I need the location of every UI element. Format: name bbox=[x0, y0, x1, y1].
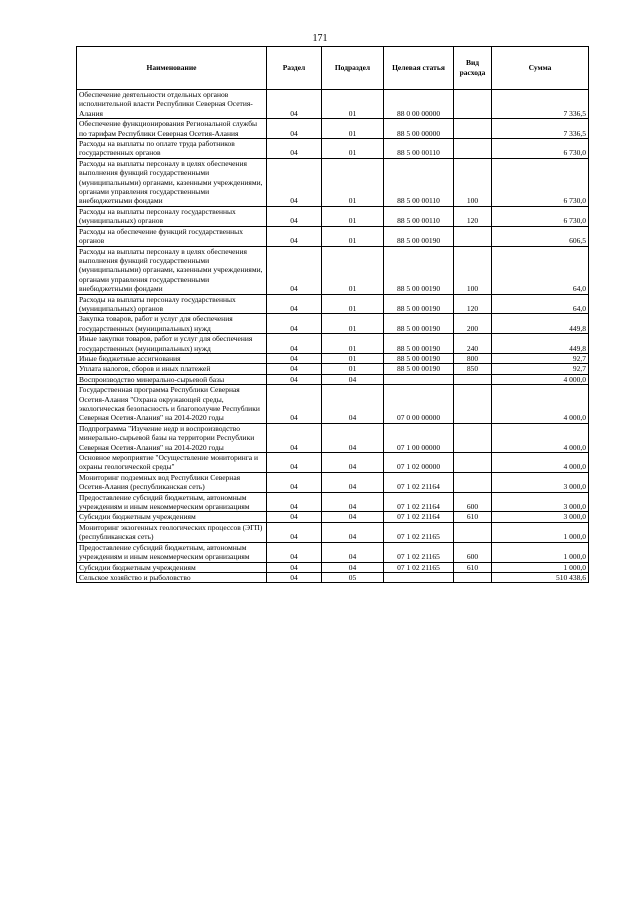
row-target: 88 5 00 00190 bbox=[384, 334, 454, 354]
row-subsection: 01 bbox=[322, 158, 384, 206]
row-section: 04 bbox=[267, 246, 322, 294]
table-row bbox=[77, 294, 589, 314]
row-section: 04 bbox=[267, 314, 322, 334]
row-section: 04 bbox=[267, 423, 322, 452]
row-type: 850 bbox=[454, 364, 492, 374]
row-subsection: 04 bbox=[322, 374, 384, 384]
row-amount: 92,7 bbox=[492, 353, 589, 363]
row-amount: 606,5 bbox=[492, 226, 589, 246]
row-target: 88 5 00 00190 bbox=[384, 314, 454, 334]
row-target: 07 1 02 21165 bbox=[384, 542, 454, 562]
row-type: 610 bbox=[454, 512, 492, 522]
row-section: 04 bbox=[267, 492, 322, 512]
row-amount: 3 000,0 bbox=[492, 512, 589, 522]
row-name: Обеспечение деятельности отдельных органов исполнительной власти Республики Северная Осетия-Алания bbox=[77, 90, 267, 119]
header-amount: Сумма bbox=[492, 47, 589, 90]
row-amount: 4 000,0 bbox=[492, 423, 589, 452]
row-type: 200 bbox=[454, 314, 492, 334]
row-name: Воспроизводство минерально-сырьевой базы bbox=[77, 374, 267, 384]
row-target: 88 5 00 00190 bbox=[384, 294, 454, 314]
row-type: 610 bbox=[454, 562, 492, 572]
row-section: 04 bbox=[267, 119, 322, 139]
row-section: 04 bbox=[267, 522, 322, 542]
row-name: Расходы на выплаты персоналу государственных (муниципальных) органов bbox=[77, 206, 267, 226]
row-subsection: 04 bbox=[322, 542, 384, 562]
row-amount: 6 730,0 bbox=[492, 206, 589, 226]
row-type bbox=[454, 90, 492, 119]
row-target: 07 1 02 00000 bbox=[384, 453, 454, 473]
table-row bbox=[77, 364, 589, 374]
table-row bbox=[77, 562, 589, 572]
row-target: 88 5 00 00000 bbox=[384, 119, 454, 139]
row-name: Предоставление субсидий бюджетным, автономным учреждениям и иным некоммерческим организациям bbox=[77, 492, 267, 512]
row-target: 88 5 00 00190 bbox=[384, 226, 454, 246]
row-name: Мониторинг экзогенных геологических процессов (ЭГП) (республиканская сеть) bbox=[77, 522, 267, 542]
row-name: Сельское хозяйство и рыболовство bbox=[77, 572, 267, 582]
row-target: 07 1 02 21165 bbox=[384, 522, 454, 542]
row-subsection: 04 bbox=[322, 522, 384, 542]
table-row bbox=[77, 246, 589, 294]
row-type: 240 bbox=[454, 334, 492, 354]
table-row bbox=[77, 158, 589, 206]
page-number: 171 bbox=[312, 33, 328, 44]
row-subsection: 01 bbox=[322, 119, 384, 139]
row-target bbox=[384, 572, 454, 582]
row-name: Субсидии бюджетным учреждениям bbox=[77, 512, 267, 522]
header-type: Вид расхода bbox=[454, 47, 492, 90]
table-row bbox=[77, 542, 589, 562]
row-type bbox=[454, 226, 492, 246]
row-amount: 6 730,0 bbox=[492, 158, 589, 206]
table-row bbox=[77, 206, 589, 226]
row-subsection: 01 bbox=[322, 226, 384, 246]
row-subsection: 05 bbox=[322, 572, 384, 582]
table-header-row bbox=[77, 47, 589, 90]
table-row bbox=[77, 374, 589, 384]
row-name: Государственная программа Республики Северная Осетия-Алания "Охрана окружающей среды, экологическая безопасность и благополучие Республики Северная Осетия-Алания" на 2014-2020 годы bbox=[77, 385, 267, 424]
table-row bbox=[77, 139, 589, 159]
row-subsection: 01 bbox=[322, 353, 384, 363]
table-row bbox=[77, 334, 589, 354]
row-target: 88 5 00 00190 bbox=[384, 364, 454, 374]
row-section: 04 bbox=[267, 226, 322, 246]
row-name: Обеспечение функционирования Региональной службы по тарифам Республики Северная Осетия-Алания bbox=[77, 119, 267, 139]
row-name: Расходы на выплаты персоналу государственных (муниципальных) органов bbox=[77, 294, 267, 314]
row-amount: 7 336,5 bbox=[492, 90, 589, 119]
table-row bbox=[77, 90, 589, 119]
row-amount: 1 000,0 bbox=[492, 542, 589, 562]
row-amount: 4 000,0 bbox=[492, 385, 589, 424]
row-type bbox=[454, 522, 492, 542]
row-amount: 4 000,0 bbox=[492, 374, 589, 384]
row-section: 04 bbox=[267, 453, 322, 473]
row-name: Мониторинг подземных вод Республики Северная Осетия-Алания (республиканская сеть) bbox=[77, 472, 267, 492]
header-subsection: Подраздел bbox=[322, 47, 384, 90]
row-amount: 4 000,0 bbox=[492, 453, 589, 473]
row-section: 04 bbox=[267, 512, 322, 522]
row-section: 04 bbox=[267, 334, 322, 354]
table-row bbox=[77, 119, 589, 139]
budget-table bbox=[76, 46, 589, 583]
table-row bbox=[77, 492, 589, 512]
row-amount: 3 000,0 bbox=[492, 472, 589, 492]
row-subsection: 01 bbox=[322, 206, 384, 226]
row-name: Субсидии бюджетным учреждениям bbox=[77, 562, 267, 572]
table-row bbox=[77, 453, 589, 473]
header-name: Наименование bbox=[77, 47, 267, 90]
row-section: 04 bbox=[267, 206, 322, 226]
row-target: 07 1 02 21164 bbox=[384, 472, 454, 492]
row-target: 07 1 00 00000 bbox=[384, 423, 454, 452]
table-row bbox=[77, 423, 589, 452]
row-section: 04 bbox=[267, 542, 322, 562]
row-subsection: 04 bbox=[322, 472, 384, 492]
row-type: 600 bbox=[454, 542, 492, 562]
row-section: 04 bbox=[267, 364, 322, 374]
row-target: 88 5 00 00190 bbox=[384, 246, 454, 294]
row-section: 04 bbox=[267, 90, 322, 119]
row-name: Иные бюджетные ассигнования bbox=[77, 353, 267, 363]
row-type: 800 bbox=[454, 353, 492, 363]
row-section: 04 bbox=[267, 158, 322, 206]
row-name: Подпрограмма "Изучение недр и воспроизводство минерально-сырьевой базы на территории Республики Северная Осетия-Алания" на 2014-2020 годы bbox=[77, 423, 267, 452]
row-name: Основное мероприятие "Осуществление мониторинга и охраны геологической среды" bbox=[77, 453, 267, 473]
row-target: 07 0 00 00000 bbox=[384, 385, 454, 424]
row-amount: 449,8 bbox=[492, 314, 589, 334]
row-subsection: 01 bbox=[322, 139, 384, 159]
table-row bbox=[77, 226, 589, 246]
table-row bbox=[77, 472, 589, 492]
row-amount: 449,8 bbox=[492, 334, 589, 354]
row-type bbox=[454, 139, 492, 159]
row-target: 88 0 00 00000 bbox=[384, 90, 454, 119]
row-type bbox=[454, 374, 492, 384]
row-subsection: 04 bbox=[322, 385, 384, 424]
row-amount: 3 000,0 bbox=[492, 492, 589, 512]
header-target: Целевая статья bbox=[384, 47, 454, 90]
row-name: Уплата налогов, сборов и иных платежей bbox=[77, 364, 267, 374]
row-target: 07 1 02 21164 bbox=[384, 492, 454, 512]
row-section: 04 bbox=[267, 472, 322, 492]
table-row bbox=[77, 353, 589, 363]
row-section: 04 bbox=[267, 374, 322, 384]
row-name: Расходы на выплаты персоналу в целях обеспечения выполнения функций государственными (муниципальными) органами, казенными учреждениями, органами управления государственными внебюджетными фондами bbox=[77, 246, 267, 294]
row-subsection: 01 bbox=[322, 364, 384, 374]
row-subsection: 04 bbox=[322, 453, 384, 473]
row-type: 100 bbox=[454, 158, 492, 206]
row-amount: 6 730,0 bbox=[492, 139, 589, 159]
row-subsection: 01 bbox=[322, 334, 384, 354]
row-type: 120 bbox=[454, 294, 492, 314]
row-subsection: 01 bbox=[322, 246, 384, 294]
row-amount: 64,0 bbox=[492, 246, 589, 294]
row-target: 88 5 00 00190 bbox=[384, 353, 454, 363]
row-subsection: 04 bbox=[322, 562, 384, 572]
row-target: 07 1 02 21164 bbox=[384, 512, 454, 522]
row-section: 04 bbox=[267, 353, 322, 363]
table-row bbox=[77, 522, 589, 542]
row-type: 100 bbox=[454, 246, 492, 294]
row-subsection: 04 bbox=[322, 492, 384, 512]
row-amount: 92,7 bbox=[492, 364, 589, 374]
row-amount: 64,0 bbox=[492, 294, 589, 314]
row-section: 04 bbox=[267, 139, 322, 159]
table-row bbox=[77, 512, 589, 522]
row-name: Закупка товаров, работ и услуг для обеспечения государственных (муниципальных) нужд bbox=[77, 314, 267, 334]
row-name: Расходы на обеспечение функций государственных органов bbox=[77, 226, 267, 246]
row-type: 600 bbox=[454, 492, 492, 512]
row-target: 88 5 00 00110 bbox=[384, 158, 454, 206]
row-type bbox=[454, 453, 492, 473]
row-subsection: 04 bbox=[322, 423, 384, 452]
row-section: 04 bbox=[267, 572, 322, 582]
row-subsection: 01 bbox=[322, 314, 384, 334]
row-type bbox=[454, 423, 492, 452]
row-name: Расходы на выплаты по оплате труда работников государственных органов bbox=[77, 139, 267, 159]
table-row bbox=[77, 385, 589, 424]
row-subsection: 04 bbox=[322, 512, 384, 522]
row-type bbox=[454, 472, 492, 492]
row-amount: 7 336,5 bbox=[492, 119, 589, 139]
row-name: Иные закупки товаров, работ и услуг для обеспечения государственных (муниципальных) нужд bbox=[77, 334, 267, 354]
row-amount: 1 000,0 bbox=[492, 562, 589, 572]
row-amount: 510 438,6 bbox=[492, 572, 589, 582]
row-subsection: 01 bbox=[322, 90, 384, 119]
table-row bbox=[77, 572, 589, 582]
row-type: 120 bbox=[454, 206, 492, 226]
row-section: 04 bbox=[267, 385, 322, 424]
row-target bbox=[384, 374, 454, 384]
row-type bbox=[454, 385, 492, 424]
row-section: 04 bbox=[267, 562, 322, 572]
row-name: Расходы на выплаты персоналу в целях обеспечения выполнения функций государственными (муниципальными) органами, казенными учреждениями, органами управления государственными внебюджетными фондами bbox=[77, 158, 267, 206]
row-target: 88 5 00 00110 bbox=[384, 139, 454, 159]
row-type bbox=[454, 119, 492, 139]
row-name: Предоставление субсидий бюджетным, автономным учреждениям и иным некоммерческим организациям bbox=[77, 542, 267, 562]
row-target: 07 1 02 21165 bbox=[384, 562, 454, 572]
row-subsection: 01 bbox=[322, 294, 384, 314]
row-type bbox=[454, 572, 492, 582]
row-amount: 1 000,0 bbox=[492, 522, 589, 542]
row-section: 04 bbox=[267, 294, 322, 314]
table-row bbox=[77, 314, 589, 334]
row-target: 88 5 00 00110 bbox=[384, 206, 454, 226]
header-section: Раздел bbox=[267, 47, 322, 90]
